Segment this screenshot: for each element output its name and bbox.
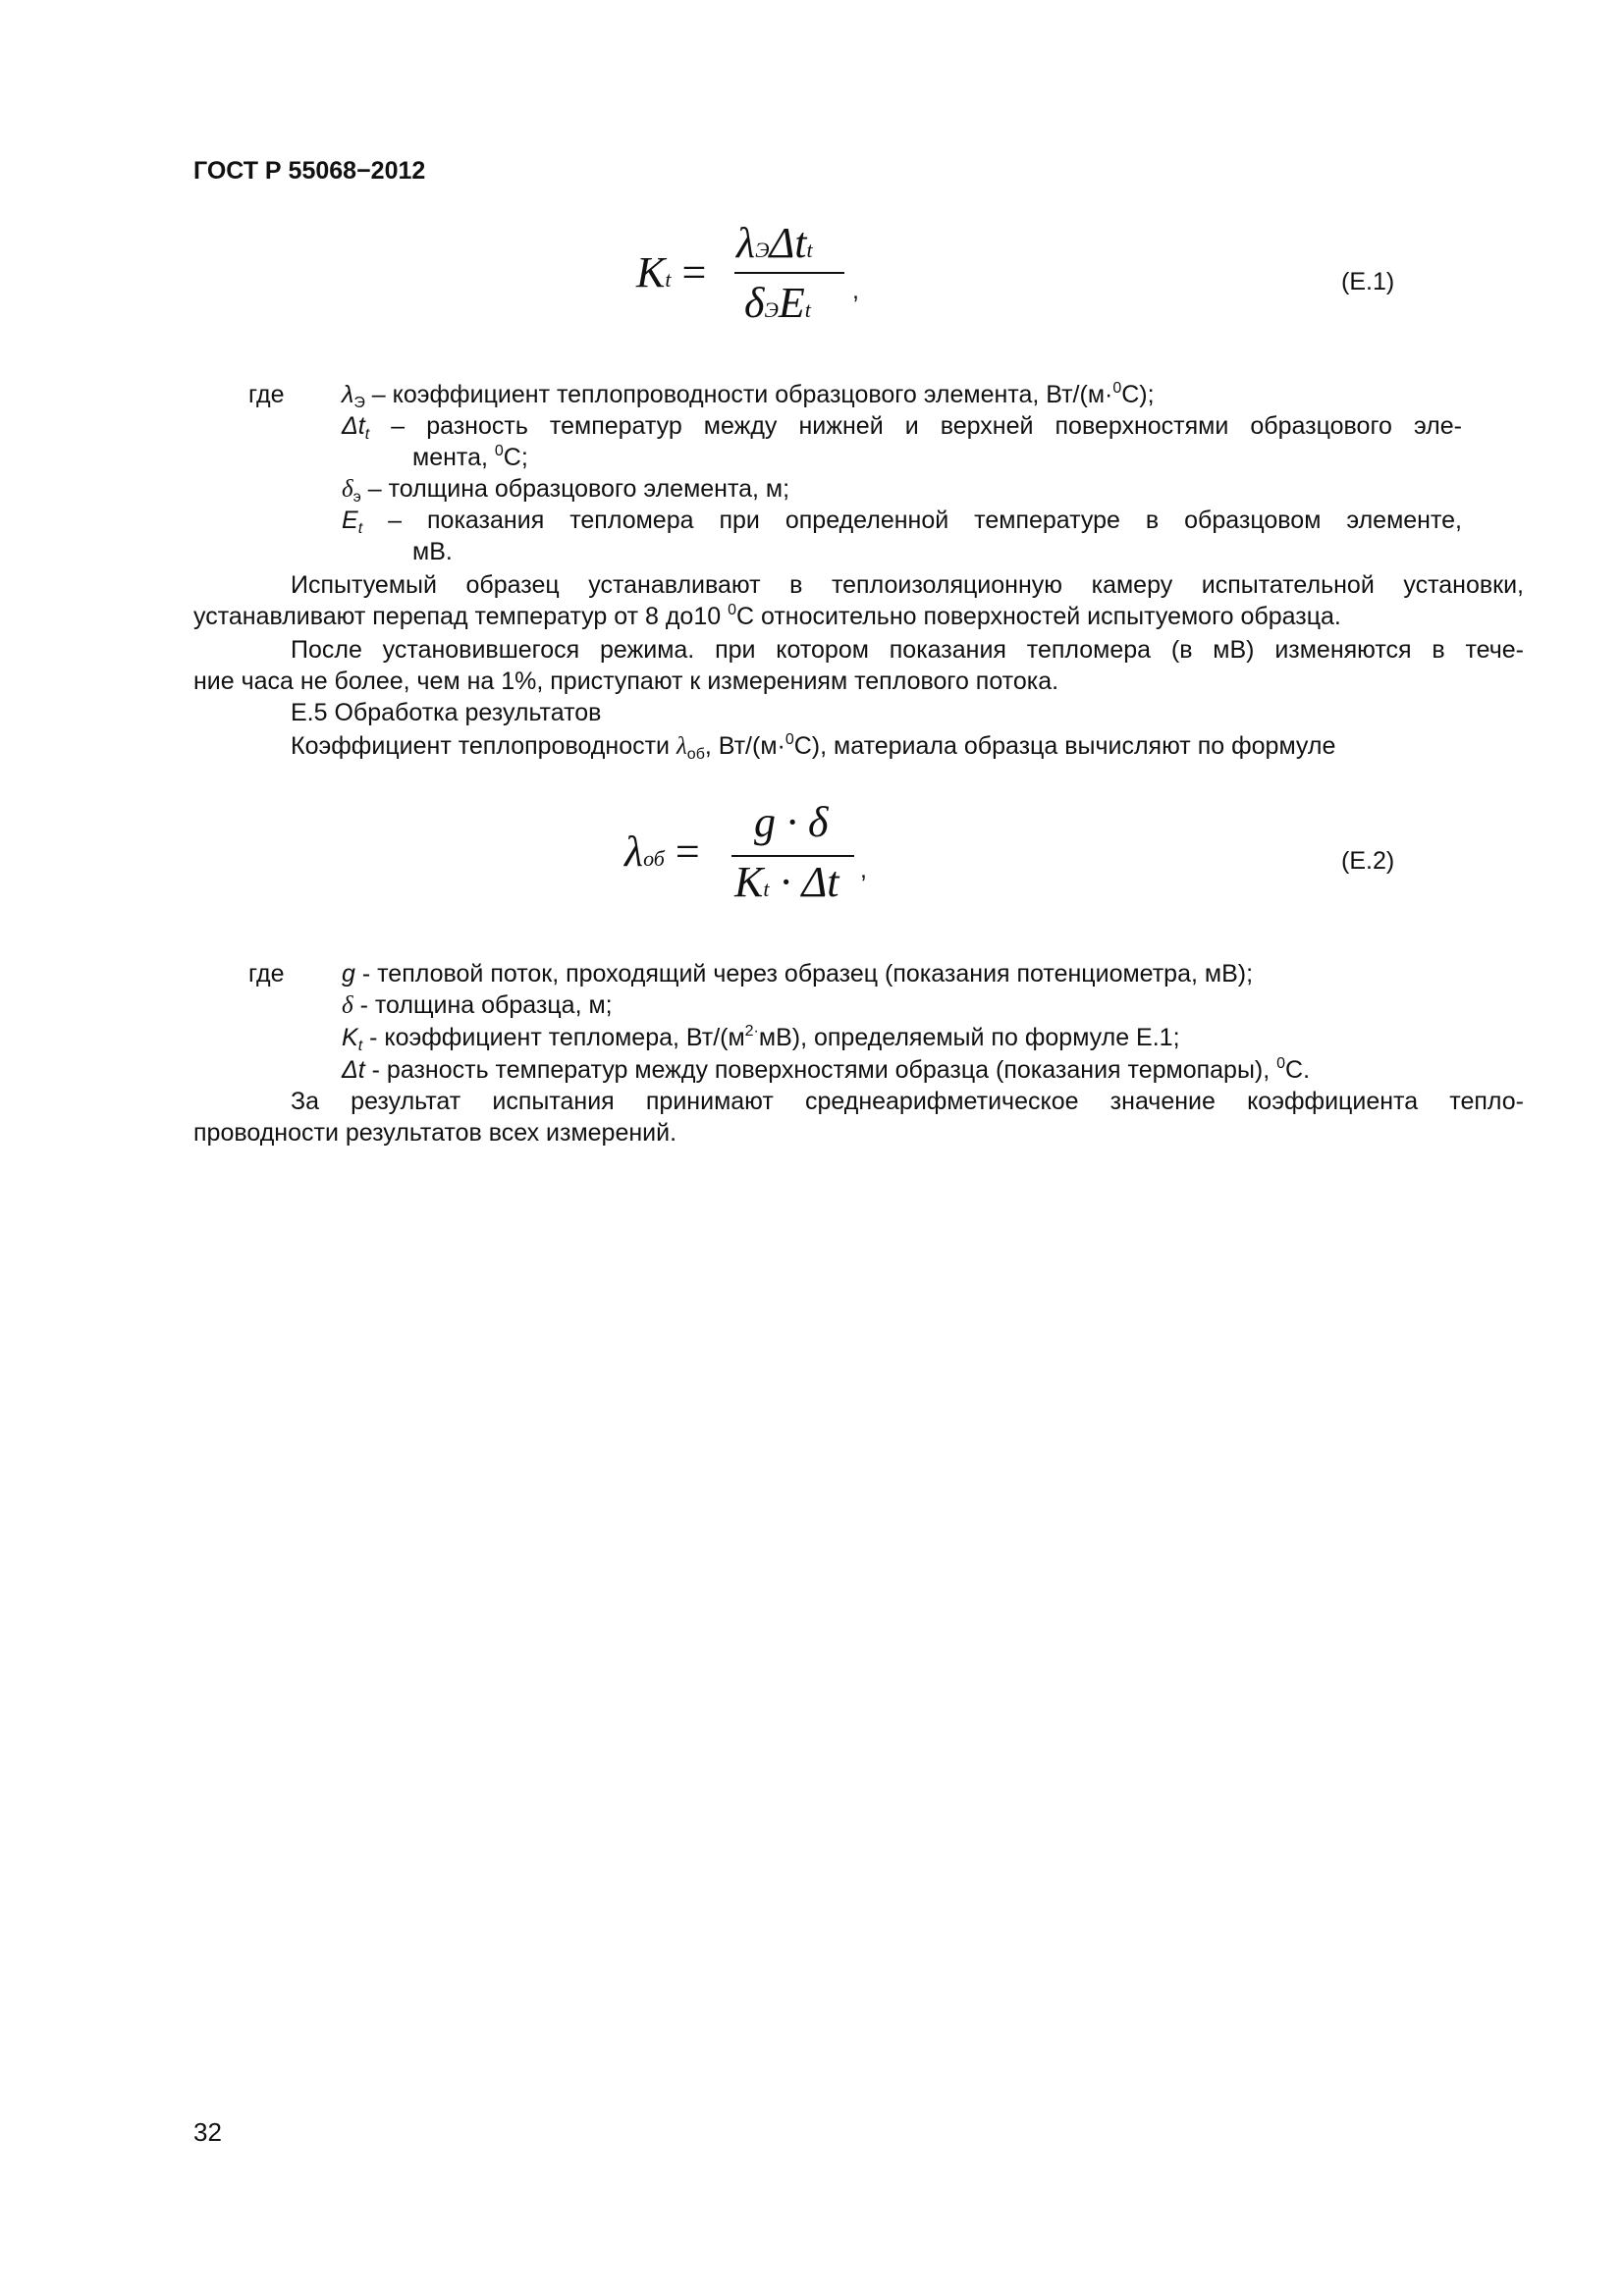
where2-item-k-t: $K_t$ - коэффициент тепломера, $Вт/(м^{2\cdot}мВ)$, определяемый по формуле Е.1; xyxy=(342,1023,1180,1054)
formula-e1-numerator: λЭΔtt xyxy=(736,219,813,267)
where2-item-delta-t: Δt - разность температур между поверхностями образца (показания термопары), $^0$С. xyxy=(342,1055,1311,1084)
formula-e1-lhs: Kt = xyxy=(636,248,707,296)
where1-item-lambda: $\lambda_Э$ – коэффициент теплопроводности образцового элемента, Вт/(м·$^0$С); xyxy=(342,380,1155,411)
para1-line1: Испытуемый образец устанавливают в теплоизоляционную камеру испытательной установки, xyxy=(291,571,1524,599)
formula-e2-number: (Е.2) xyxy=(1341,847,1395,875)
para1-line2: устанавливают перепад температур от 8 до10 $^0$С относительно поверхностей испытуемого образца. xyxy=(193,602,1341,630)
para4-line1: За результат испытания принимают среднеарифметическое значение коэффициента тепло- xyxy=(291,1088,1524,1115)
formula-e2-lhs: λоб = xyxy=(624,828,700,876)
where2-item-g: g - тепловой поток, проходящий через образец (показания потенциометра, мВ); xyxy=(342,960,1254,988)
para3: Коэффициент теплопроводности $\lambda_{об}$, Вт/(м·$^0$С), материала образца вычисляют по формуле xyxy=(291,731,1336,763)
formula-e2-numerator: g · δ xyxy=(754,798,829,846)
where-label: где xyxy=(248,381,285,408)
where1-item-e-t: $E_t$ – показания тепломера при определенной температуре в образцовом элементе, xyxy=(342,507,1462,537)
section-title: Е.5 Обработка результатов xyxy=(291,699,602,726)
para2-line1: После установившегося режима. при котором показания тепломера (в мВ) изменяются в тече- xyxy=(291,636,1524,664)
para2-line2: ние часа не более, чем на 1%, приступают к измерениям теплового потока. xyxy=(193,667,1059,695)
formula-e1-fraction-bar xyxy=(734,272,844,274)
page-number: 32 xyxy=(193,2117,222,2147)
where1-item-e-t-cont: мВ. xyxy=(412,538,453,565)
formula-e2-denominator: Kt · Δt xyxy=(734,858,839,906)
para4-line2: проводности результатов всех измерений. xyxy=(193,1119,677,1147)
formula-e1-number: (Е.1) xyxy=(1341,268,1395,295)
formula-e1-denominator: δЭEt xyxy=(744,279,811,327)
formula-e2-comma: , xyxy=(860,856,867,883)
where2-item-delta: δ - толщина образца, м; xyxy=(342,991,613,1019)
formula-e1-comma: , xyxy=(852,277,859,304)
document-code: ГОСТ Р 55068−2012 xyxy=(193,157,426,185)
where1-item-thickness: $\delta_э$ – толщина образцового элемента, м; xyxy=(342,475,790,506)
where1-item-delta-t: $\Delta t_t$ – разность температур между нижней и верхней поверхностями образцового эле- xyxy=(342,412,1462,443)
where1-item-delta-t-cont: мента, $^0$С; xyxy=(412,443,528,471)
where-label: где xyxy=(248,960,285,988)
